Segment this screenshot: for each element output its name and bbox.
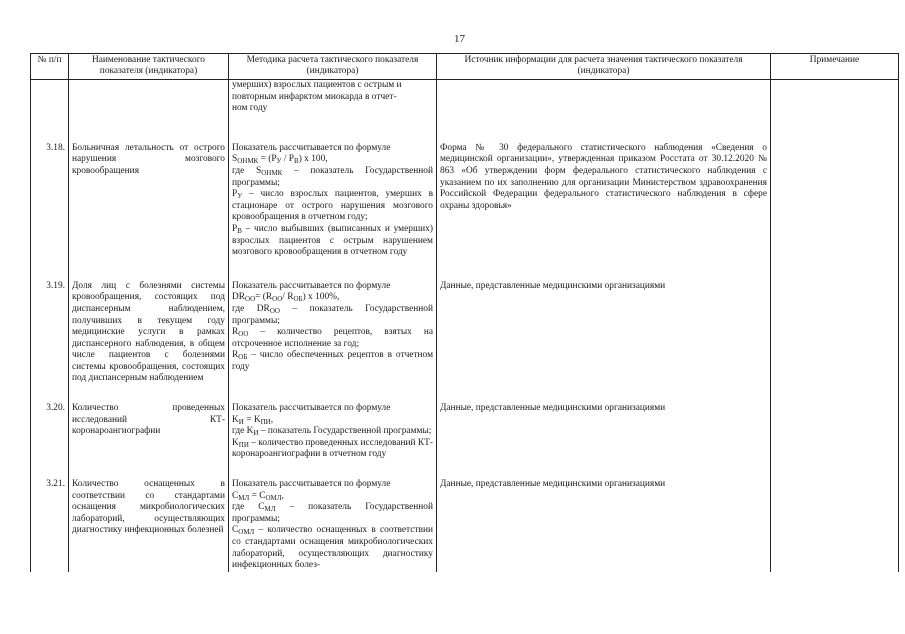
method-definition: $R_{ОБ}$ – число обеспеченных рецептов в отчетном году [232, 350, 433, 372]
note-cell [771, 479, 899, 572]
continuation-line: ном году [232, 103, 268, 114]
method-intro: Показатель рассчитывается по формуле [232, 280, 391, 291]
page-number: 17 [454, 33, 465, 45]
row-number: 3.18. [31, 143, 69, 259]
continuation-method [229, 80, 437, 115]
indicator-name: Больничная летальность от острого нарушения мозгового кровообращения [69, 143, 229, 259]
calculation-method [229, 143, 437, 259]
calculation-method [229, 479, 437, 572]
method-definition: где $DR_{ОО}$ – показатель Государственной программы; [232, 303, 433, 326]
method-intro: Показатель рассчитывается по формуле [232, 403, 391, 414]
information-source: Данные, представленные медицинскими организациями [437, 403, 771, 461]
table-row [31, 143, 899, 259]
method-intro: Показатель рассчитывается по формуле [232, 479, 391, 490]
method-definition: $C_{ОМЛ}$ – количество оснащенных в соответствии со стандартами оснащения микробиологических лабораторий, осуществляющих диагностику инфекционных болез- [232, 525, 433, 571]
note-cell [771, 403, 899, 461]
table-row [31, 403, 899, 461]
method-definition: где $C_{МЛ}$ – показатель Государственной программы; [232, 502, 433, 524]
note-cell [771, 143, 899, 259]
method-definition: $P_В$ – число выбывших (выписанных и умерших) взрослых пациентов с острым нарушением мозгового кровообращения в отчетном году [232, 223, 433, 258]
continuation-line: умерших) взрослых пациентов с острым и [232, 80, 402, 90]
row-number: 3.20. [31, 403, 69, 461]
indicator-name: Доля лиц с болезнями системы кровообращения, состоящих под диспансерным наблюдением, получивших в текущем году медицинские услуги в рамках диспансерного наблюдения, в общем числе пациентов с болезнями системы кровообращения, состоящих под диспансерным наблюдением [69, 281, 229, 385]
method-definition: где $K_И$ – показатель Государственной программы; [232, 426, 432, 438]
row-number: 3.19. [31, 281, 69, 385]
calculation-method [229, 281, 437, 385]
indicator-name: Количество проведенных исследований КТ-коронароангиографии [69, 403, 229, 461]
method-formula: $K_И = K_{ПИ}$, [232, 414, 274, 426]
method-formula: $DR_{ОО}= (R_{ОО}/$ $R_{ОБ}$) x 100%, [232, 292, 340, 304]
note-cell [771, 281, 899, 385]
header-source: Источник информации для расчета значения тактического показателя (индикатора) [437, 54, 771, 80]
method-intro: Показатель рассчитывается по формуле [232, 142, 391, 153]
method-formula: $S_{ОНМК} = (P_У / P_В)$ x 100, [232, 154, 328, 166]
information-source: Данные, представленные медицинскими организациями [437, 479, 771, 572]
method-definition: $K_{ПИ}$ – количество проведенных исследований КТ-коронароангиографии в отчетном году [232, 437, 433, 460]
indicators-table [30, 53, 899, 572]
method-definition: $P_У$ – число взрослых пациентов, умерших в стационаре от острого нарушения мозгового кровообращения в отчетном году; [232, 189, 433, 223]
method-formula: $C_{МЛ} = C_{ОМЛ}$, [232, 490, 284, 502]
header-note: Примечание [771, 54, 899, 80]
continuation-line: повторным инфарктом миокарда в отчет- [232, 91, 397, 102]
method-definition: где $S_{ОНМК}$ – показатель Государственной программы; [232, 165, 433, 188]
header-name: Наименование тактического показателя (индикатора) [69, 54, 229, 80]
table-header-row [31, 54, 899, 80]
table-row-continuation [31, 80, 899, 115]
table-row [31, 479, 899, 572]
information-source: Данные, представленные медицинскими организациями [437, 281, 771, 385]
method-definition: $R_{ОО}$ – количество рецептов, взятых на отсроченное исполнение за год; [232, 327, 433, 349]
indicator-name: Количество оснащенных в соответствии со стандартами оснащения микробиологических лабораторий, осуществляющих диагностику инфекционных болезней [69, 479, 229, 572]
row-number: 3.21. [31, 479, 69, 572]
calculation-method [229, 403, 437, 461]
information-source: Форма № 30 федерального статистического наблюдения «Сведения о медицинской организации», утвержденная приказом Росстата от 30.12.2020 № 863 «Об утверждении форм федерального статистического наблюдения с указанием по их заполнению для организации Министерством здравоохранения Российской Федерации федерального статистического наблюдения в сфере охраны здоровья» [437, 143, 771, 259]
header-method: Методика расчета тактического показателя (индикатора) [229, 54, 437, 80]
header-num: № п/п [31, 54, 69, 80]
table-row [31, 281, 899, 385]
